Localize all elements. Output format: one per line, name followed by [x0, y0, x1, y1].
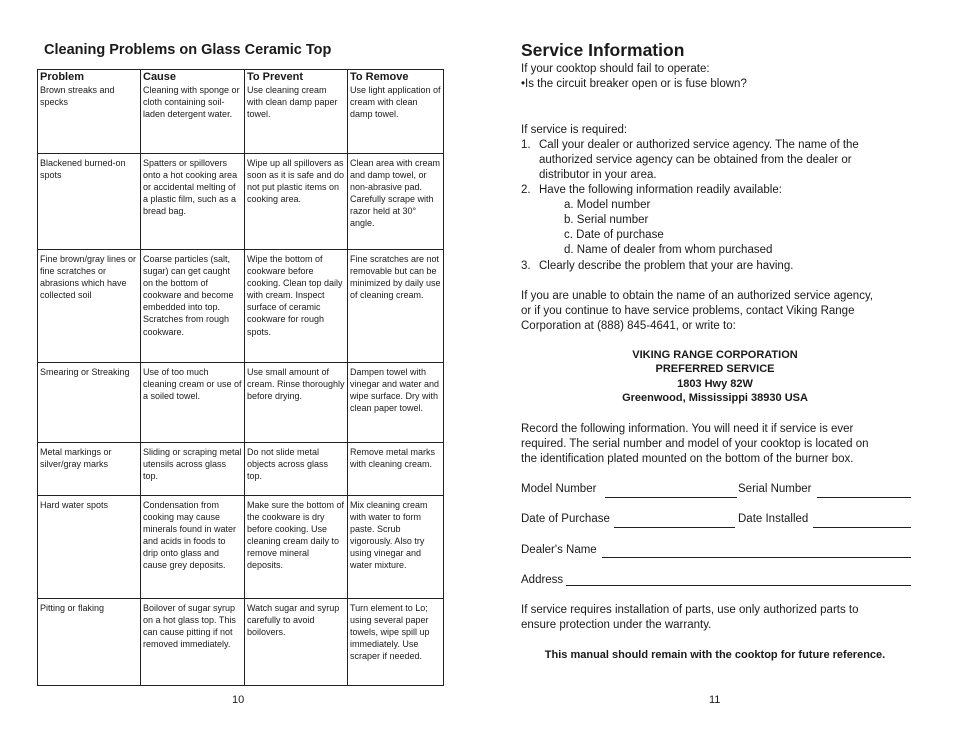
problem-cell: Pitting or flaking	[38, 599, 141, 686]
table-row	[38, 363, 444, 443]
service-title: Service Information	[521, 40, 685, 60]
table-cell	[348, 70, 444, 154]
step1-line: Call your dealer or authorized service agency. The name of the	[539, 139, 859, 151]
address-line: PREFERRED SERVICE	[655, 363, 775, 375]
prevent-cell: Use small amount of cream. Rinse thoroughly before drying.	[245, 363, 348, 443]
cleaning-problems-table	[37, 69, 444, 686]
step-number: 3.	[521, 260, 531, 272]
record-line: required. The serial number and model of your cooktop is located on	[521, 438, 869, 450]
problem-cell: Hard water spots	[38, 496, 141, 599]
address-line: Greenwood, Mississippi 38930 USA	[622, 392, 808, 404]
address-line-field[interactable]	[566, 585, 911, 586]
prevent-cell: Wipe the bottom of cookware before cooking. Clean top daily with cream. Inspect surface of ceramic cookware for rough spots.	[245, 250, 348, 363]
problem-cell: Blackened burned-on spots	[38, 154, 141, 250]
date-installed-line[interactable]	[813, 527, 911, 528]
prevent-text: Use cleaning cream with clean damp paper towel.	[247, 85, 338, 120]
problem-cell: Smearing or Streaking	[38, 363, 141, 443]
sub-item: c. Date of purchase	[564, 229, 664, 241]
table-cell	[141, 70, 245, 154]
prevent-cell: Do not slide metal objects across glass top.	[245, 443, 348, 496]
record-line: Record the following information. You will need it if service is ever	[521, 423, 854, 435]
fail-bullet: •Is the circuit breaker open or is fuse blown?	[521, 78, 747, 90]
sub-item: d. Name of dealer from whom purchased	[564, 244, 773, 256]
remove-cell: Mix cleaning cream with water to form paste. Scrub vigorously. Also try using vinegar and water mixture.	[348, 496, 444, 599]
remove-cell: Turn element to Lo; using several paper towels, wipe spill up immediately. Use scraper if needed.	[348, 599, 444, 686]
cause-text: Cleaning with sponge or cloth containing soil-laden detergent water.	[143, 85, 240, 120]
prevent-cell: Make sure the bottom of the cookware is dry before cooking. Use cleaning cream daily to remove mineral deposits.	[245, 496, 348, 599]
unable-line: Corporation at (888) 845-4641, or write to:	[521, 320, 736, 332]
cause-cell: Sliding or scraping metal utensils across glass top.	[141, 443, 245, 496]
table-row	[38, 70, 444, 154]
problem-cell: Fine brown/gray lines or fine scratches or abrasions which have collected soil	[38, 250, 141, 363]
page-number: 11	[709, 694, 721, 706]
remove-text: Use light application of cream with clean damp towel.	[350, 85, 441, 120]
problem-text: Brown streaks and specks	[40, 85, 115, 108]
step-number: 1.	[521, 139, 531, 151]
section-title: Cleaning Problems on Glass Ceramic Top	[44, 42, 332, 58]
table-cell	[245, 70, 348, 154]
address-line: VIKING RANGE CORPORATION	[632, 349, 798, 361]
step-number: 2.	[521, 184, 531, 196]
dealer-name-line[interactable]	[602, 557, 911, 558]
column-header-cause: Cause	[143, 71, 177, 83]
step1-line: distributor in your area.	[539, 169, 657, 181]
table-row	[38, 599, 444, 686]
serial-number-line[interactable]	[817, 497, 911, 498]
remove-cell: Clean area with cream and damp towel, or non-abrasive pad. Carefully scrape with razor held at 30° angle.	[348, 154, 444, 250]
cause-cell: Coarse particles (salt, sugar) can get caught on the bottom of cookware and become embedded into top. Scratches from rough cookware.	[141, 250, 245, 363]
sub-item: b. Serial number	[564, 214, 649, 226]
remove-cell: Fine scratches are not removable but can be minimized by daily use of cleaning cream.	[348, 250, 444, 363]
date-of-purchase-label: Date of Purchase	[521, 513, 610, 525]
final-note: This manual should remain with the cooktop for future reference.	[544, 649, 886, 661]
column-header-remove: To Remove	[350, 71, 409, 83]
cause-cell: Condensation from cooking may cause minerals found in water and acids in foods to drip onto glass and cause grey deposits.	[141, 496, 245, 599]
problem-cell: Metal markings or silver/gray marks	[38, 443, 141, 496]
dealer-name-label: Dealer's Name	[521, 544, 597, 556]
table-row	[38, 443, 444, 496]
column-header-problem: Problem	[40, 71, 85, 83]
step1-line: authorized service agency can be obtained from the dealer or	[539, 154, 852, 166]
parts-line: ensure protection under the warranty.	[521, 619, 712, 631]
model-number-line[interactable]	[605, 497, 737, 498]
address-label: Address	[521, 574, 564, 586]
unable-line: If you are unable to obtain the name of an authorized service agency,	[521, 290, 874, 302]
date-installed-label: Date Installed	[738, 513, 809, 525]
unable-line: or if you continue to have service problems, contact Viking Range	[521, 305, 855, 317]
cause-cell: Spatters or spillovers onto a hot cooking area or accidental melting of a plastic film, such as a bread bag.	[141, 154, 245, 250]
record-line: the identification plated mounted on the bottom of the burner box.	[521, 453, 854, 465]
right-page	[477, 0, 954, 738]
remove-cell: Remove metal marks with cleaning cream.	[348, 443, 444, 496]
step2-text: Have the following information readily available:	[539, 184, 782, 196]
table-row	[38, 250, 444, 363]
page-number: 10	[232, 694, 245, 706]
fail-intro: If your cooktop should fail to operate:	[521, 63, 710, 75]
serial-number-label: Serial Number	[738, 483, 812, 495]
parts-line: If service requires installation of parts, use only authorized parts to	[521, 604, 859, 616]
model-number-label: Model Number	[521, 483, 597, 495]
cause-cell: Boilover of sugar syrup on a hot glass top. This can cause pitting if not removed immediately.	[141, 599, 245, 686]
table-row	[38, 154, 444, 250]
prevent-cell: Watch sugar and syrup carefully to avoid boilovers.	[245, 599, 348, 686]
address-line: 1803 Hwy 82W	[677, 378, 753, 390]
service-intro: If service is required:	[521, 124, 628, 136]
prevent-cell: Wipe up all spillovers as soon as it is safe and do not put plastic items on cooking area.	[245, 154, 348, 250]
sub-item: a. Model number	[564, 199, 651, 211]
date-of-purchase-line[interactable]	[614, 527, 735, 528]
cause-cell: Use of too much cleaning cream or use of a soiled towel.	[141, 363, 245, 443]
table-row	[38, 496, 444, 599]
table-cell	[38, 70, 141, 154]
column-header-prevent: To Prevent	[247, 71, 304, 83]
remove-cell: Dampen towel with vinegar and water and wipe surface. Dry with clean paper towel.	[348, 363, 444, 443]
step3-text: Clearly describe the problem that your are having.	[539, 260, 794, 272]
